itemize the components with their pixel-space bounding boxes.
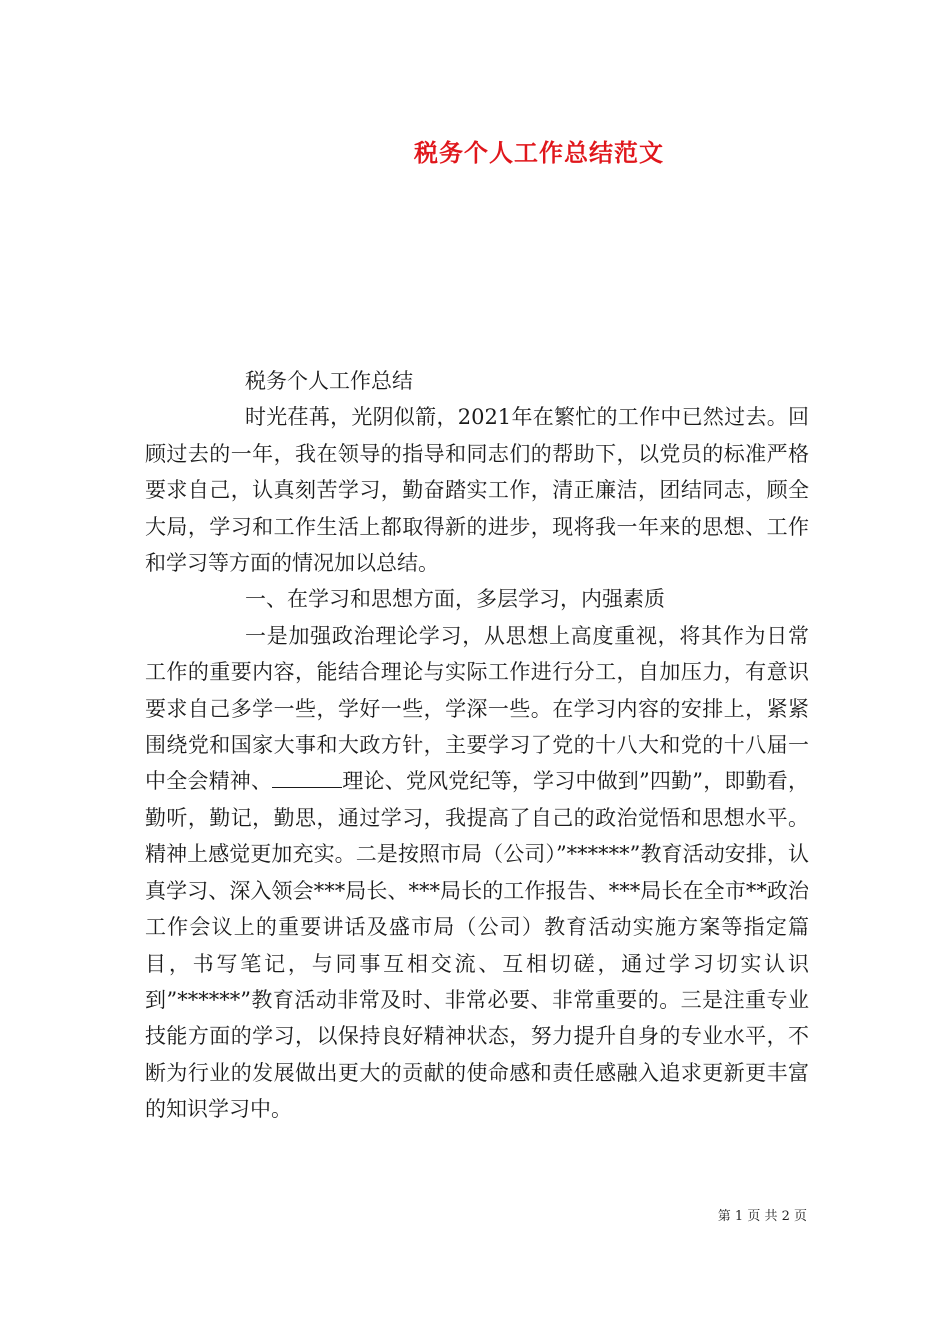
paragraph-study <box>145 618 809 1128</box>
section-heading: 一、在学习和思想方面，多层学习，内强素质 <box>245 587 665 612</box>
paragraph-study-part1: 一是加强政治理论学习，从思想上高度重视，将其作为日常工作的重要内容，能结合理论与实际工作进行分工，自加压力，有意识要求自己多学一些，学好一些，学深一些。在学习内容的安排上，紧紧围绕党和国家大事和大政方针，主要学习了党的十八大和党的十八届一中全会精神、 <box>145 623 809 794</box>
paragraph-study-part2: 理论、党风党纪等，学习中做到”四勤”，即勤看，勤听，勤记，勤思，通过学习，我提高了自己的政治觉悟和思想水平。精神上感觉更加充实。二是按照市局（公司）”******”教育活动安排，认真学习、深入领会***局长、***局长的工作报告、***局长在全市**政治工作会议上的重要讲话及盛市局（公司）教育活动实施方案等指定篇目，书写笔记，与同事互相交流、互相切磋，通过学习切实认识到”******”教育活动非常及时、非常必要、非常重要的。三是注重专业技能方面的学习，以保持良好精神状态，努力提升自身的专业水平，不断为行业的发展做出更大的贡献的使命感和责任感融入追求更新更丰富的知识学习中。 <box>145 769 809 1122</box>
document-title: 税务个人工作总结范文 <box>414 138 664 167</box>
paragraph-intro: 时光荏苒，光阴似箭，2021年在繁忙的工作中已然过去。回顾过去的一年，我在领导的指导和同志们的帮助下，以党员的标准严格要求自己，认真刻苦学习，勤奋踏实工作，清正廉洁，团结同志，顾全大局，学习和工作生活上都取得新的进步，现将我一年来的思想、工作和学习等方面的情况加以总结。 <box>145 405 809 576</box>
subtitle: 税务个人工作总结 <box>245 369 413 393</box>
page-number: 第 1 页 共 2 页 <box>717 1209 807 1224</box>
document-body <box>145 363 809 1128</box>
fill-in-blank <box>272 767 342 788</box>
